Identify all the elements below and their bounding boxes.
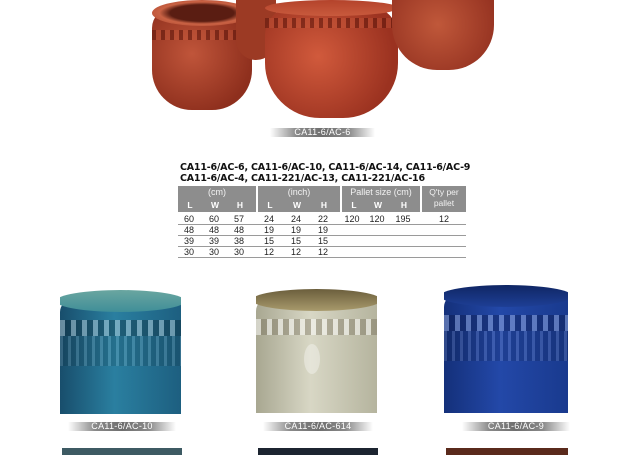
pot-partial-center <box>258 448 378 455</box>
table-cell: 120 <box>344 214 360 224</box>
header-pallet-size <box>342 186 420 212</box>
table-cell: 120 <box>369 214 385 224</box>
header-pallet-size-label: Pallet size (cm) <box>350 187 412 197</box>
sub-header: W <box>373 200 383 210</box>
sub-header: L <box>187 200 193 210</box>
table-cell: 30 <box>183 247 194 257</box>
pot-partial-right <box>446 448 568 455</box>
table-cell: 39 <box>208 236 219 246</box>
table-cell: 48 <box>208 225 219 235</box>
sub-header: L <box>267 200 273 210</box>
pot-celadon <box>256 289 377 413</box>
product-codes <box>180 162 480 184</box>
table-row <box>178 236 466 247</box>
sub-header: W <box>210 200 220 210</box>
sub-header: H <box>320 200 328 210</box>
pot-partial-left <box>62 448 182 455</box>
table-cell: 60 <box>208 214 219 224</box>
table-row <box>178 214 466 225</box>
table-cell: 195 <box>395 214 411 224</box>
table-row <box>178 247 466 258</box>
product-codes-line-2: CA11-6/AC-4, CA11-221/AC-13, CA11-221/AC-16 <box>180 173 425 184</box>
hero-caption: CA11-6/AC-6 <box>270 128 375 137</box>
header-cm-label: (cm) <box>208 187 226 197</box>
table-cell: 57 <box>233 214 244 224</box>
table-cell: 15 <box>317 236 328 246</box>
table-cell: 12 <box>290 247 301 257</box>
hero-pot-large <box>265 0 398 118</box>
table-cell: 38 <box>233 236 244 246</box>
pot-turquoise <box>60 290 181 414</box>
table-cell: 15 <box>290 236 301 246</box>
header-qty-per-pallet <box>422 186 466 212</box>
table-cell: 48 <box>233 225 244 235</box>
table-cell: 30 <box>233 247 244 257</box>
header-qty-per-pallet-label: Q'ty per pallet <box>429 187 459 208</box>
table-cell: 19 <box>290 225 301 235</box>
table-cell: 39 <box>183 236 194 246</box>
header-cm <box>178 186 256 212</box>
header-inch-label: (inch) <box>287 187 311 197</box>
table-cell: 30 <box>208 247 219 257</box>
sub-header: H <box>400 200 408 210</box>
table-cell: 24 <box>290 214 301 224</box>
table-cell: 60 <box>183 214 194 224</box>
table-cell: 24 <box>263 214 274 224</box>
table-cell: 19 <box>263 225 274 235</box>
sub-header: H <box>236 200 244 210</box>
header-inch <box>258 186 340 212</box>
table-cell: 12 <box>263 247 274 257</box>
sub-header: L <box>351 200 357 210</box>
pot-cobalt-caption: CA11-6/AC-9 <box>462 422 570 431</box>
table-cell: 19 <box>317 225 328 235</box>
pot-turquoise-caption: CA11-6/AC-10 <box>68 422 176 431</box>
table-cell: 12 <box>317 247 328 257</box>
pot-celadon-caption: CA11-6/AC-614 <box>263 422 373 431</box>
table-cell: 12 <box>438 214 449 224</box>
hero-pot-right <box>392 0 494 70</box>
pot-cobalt <box>444 285 568 413</box>
table-cell: 22 <box>317 214 328 224</box>
product-codes-line-1: CA11-6/AC-6, CA11-6/AC-10, CA11-6/AC-14, CA11-6/AC-9 <box>180 162 471 173</box>
table-row <box>178 225 466 236</box>
table-cell: 15 <box>263 236 274 246</box>
table-cell: 48 <box>183 225 194 235</box>
sub-header: W <box>292 200 302 210</box>
